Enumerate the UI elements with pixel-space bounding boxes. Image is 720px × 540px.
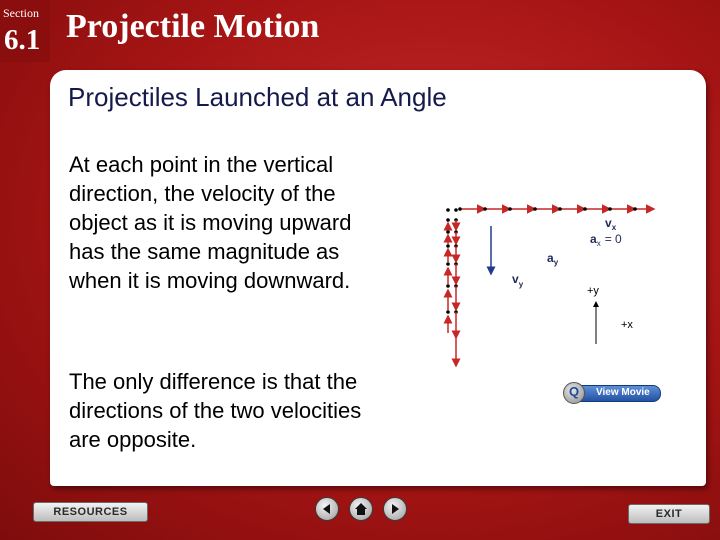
axis-x-label: +x (621, 319, 633, 331)
home-button[interactable] (349, 497, 373, 521)
label-ay: a (547, 251, 554, 265)
label-ax: a (590, 232, 597, 246)
resources-button[interactable]: RESOURCES (33, 502, 148, 522)
next-button[interactable] (383, 497, 407, 521)
label-vx: v (605, 216, 612, 230)
svg-text:vy (512, 272, 524, 289)
section-badge (0, 0, 50, 62)
arrow-left-icon (316, 498, 338, 520)
vertical-velocity-arrows (446, 208, 458, 366)
body-paragraph-1: At each point in the vertical direction, the velocity of the object as it is moving upward has the same magnitude as when it is moving downward. (69, 152, 352, 293)
content-panel (50, 70, 706, 486)
label-ax-eq: = 0 (604, 232, 622, 246)
body-paragraph-2: The only difference is that the directions of the two velocities are opposite. (69, 369, 362, 452)
exit-button[interactable]: EXIT (628, 504, 710, 524)
magnifier-icon: Q (563, 382, 585, 404)
section-number: 6.1 (4, 24, 41, 56)
view-movie-label: View Movie (596, 387, 650, 398)
previous-button[interactable] (315, 497, 339, 521)
section-label: Section (3, 6, 39, 20)
slide-heading: Projectiles Launched at an Angle (68, 82, 447, 112)
svg-text:ay (547, 251, 559, 267)
label-vy-sub: y (518, 280, 524, 289)
view-movie-bar (573, 385, 661, 402)
velocity-diagram (433, 188, 658, 378)
label-ax-sub: x (596, 239, 601, 248)
page-title: Projectile Motion (66, 8, 320, 45)
svg-text:ax= 0 (590, 232, 622, 248)
arrow-right-icon (384, 498, 406, 520)
view-movie-button[interactable] (563, 382, 661, 404)
axis-y-label: +y (587, 285, 599, 297)
label-vx-sub: x (611, 223, 617, 232)
horizontal-velocity-arrows (458, 207, 654, 211)
svg-text:vx (605, 216, 617, 232)
label-vy: v (512, 272, 519, 286)
home-icon (350, 498, 372, 520)
label-ay-sub: y (553, 258, 559, 267)
